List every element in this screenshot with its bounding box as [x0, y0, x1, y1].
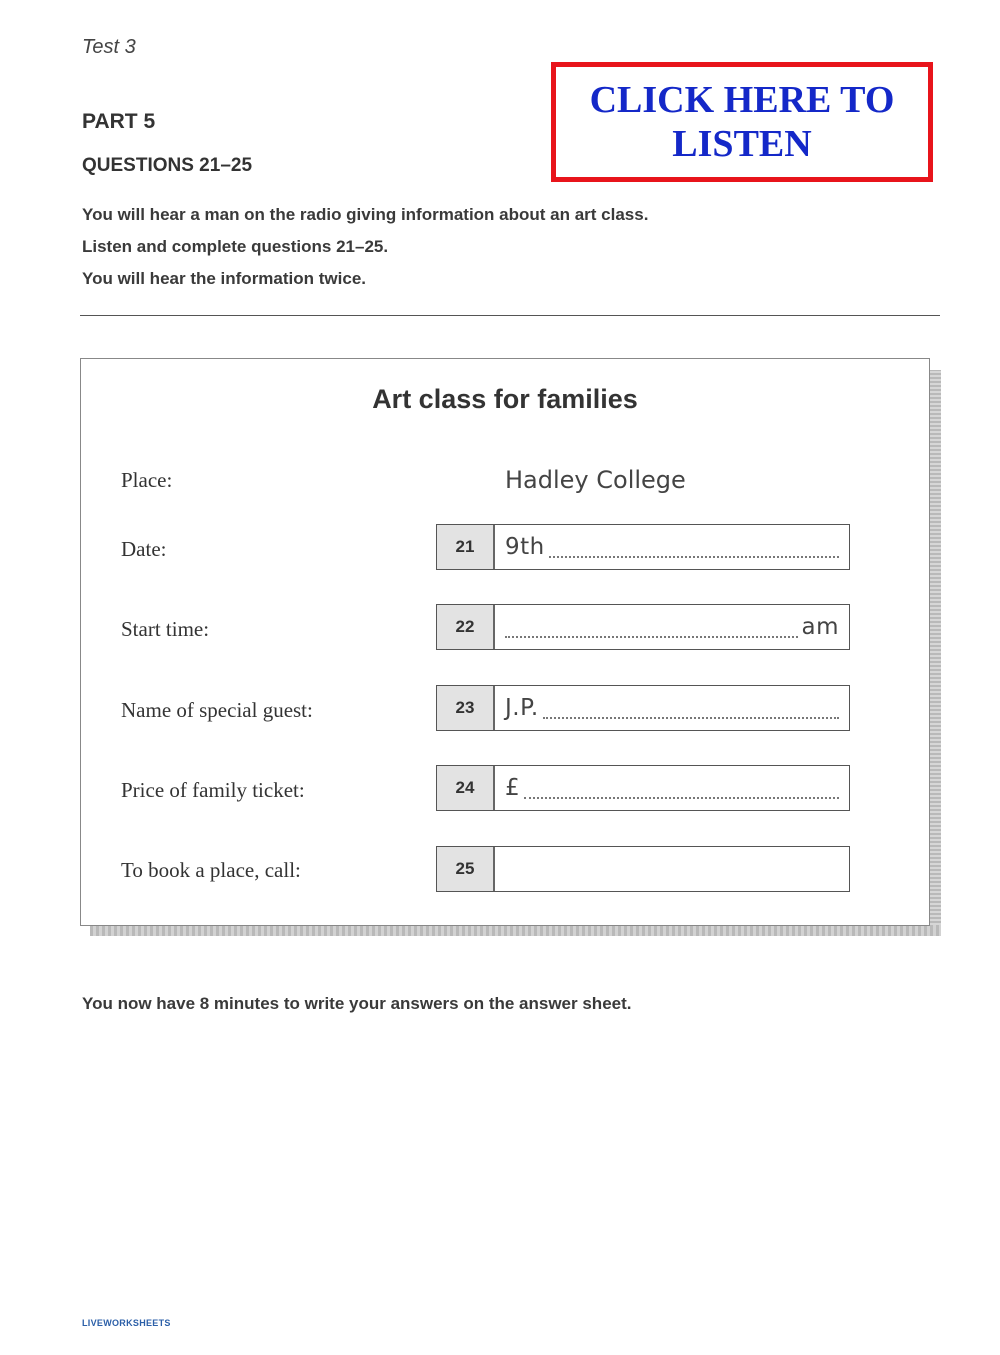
answer-box-23[interactable]: [436, 685, 850, 731]
answer-dots-21: [549, 542, 839, 558]
form-title: Art class for families: [372, 384, 638, 414]
closing-instruction: You now have 8 minutes to write your answers on the answer sheet.: [82, 994, 632, 1013]
answer-box-24[interactable]: [436, 765, 850, 811]
question-number-23: 23: [437, 686, 495, 730]
booking-label: To book a place, call:: [121, 858, 301, 882]
form-shadow-right: [929, 370, 941, 935]
instruction-3: You will hear the information twice.: [82, 269, 366, 288]
form-shadow-bottom: [90, 925, 941, 936]
answer-suffix-22: am: [801, 614, 839, 640]
answer-field-22[interactable]: [495, 605, 849, 649]
listen-button-line1: CLICK HERE TO: [589, 79, 895, 121]
start-time-label: Start time:: [121, 617, 210, 641]
answer-box-22[interactable]: [436, 604, 850, 650]
question-number-25: 25: [437, 847, 495, 891]
part-label: PART 5: [82, 110, 156, 133]
answer-box-25[interactable]: [436, 846, 850, 892]
answer-field-25[interactable]: [495, 847, 849, 891]
instruction-2: Listen and complete questions 21–25.: [82, 237, 389, 256]
answer-field-23[interactable]: [495, 686, 849, 730]
question-number-22: 22: [437, 605, 495, 649]
place-value: Hadley College: [505, 466, 686, 494]
question-number-24: 24: [437, 766, 495, 810]
answer-prefix-23: J.P.: [505, 695, 539, 721]
instruction-1: You will hear a man on the radio giving information about an art class.: [82, 205, 649, 224]
date-label: Date:: [121, 537, 167, 561]
questions-label: QUESTIONS 21–25: [82, 155, 253, 176]
answer-dots-22: [505, 622, 798, 638]
divider: [80, 315, 940, 316]
answer-field-21[interactable]: [495, 525, 849, 569]
listen-button[interactable]: [551, 62, 933, 182]
answer-box-21[interactable]: [436, 524, 850, 570]
test-label: Test 3: [82, 36, 136, 58]
answer-prefix-21: 9th: [505, 534, 545, 560]
question-number-21: 21: [437, 525, 495, 569]
liveworksheets-logo: LIVEWORKSHEETS: [82, 1318, 171, 1328]
answer-dots-23: [543, 703, 839, 719]
listen-button-line2: LISTEN: [672, 123, 812, 165]
special-guest-label: Name of special guest:: [121, 698, 313, 722]
answer-field-24[interactable]: [495, 766, 849, 810]
answer-dots-24: [524, 783, 839, 799]
place-label: Place:: [121, 468, 173, 492]
answer-prefix-24: £: [505, 775, 521, 801]
ticket-price-label: Price of family ticket:: [121, 778, 305, 802]
